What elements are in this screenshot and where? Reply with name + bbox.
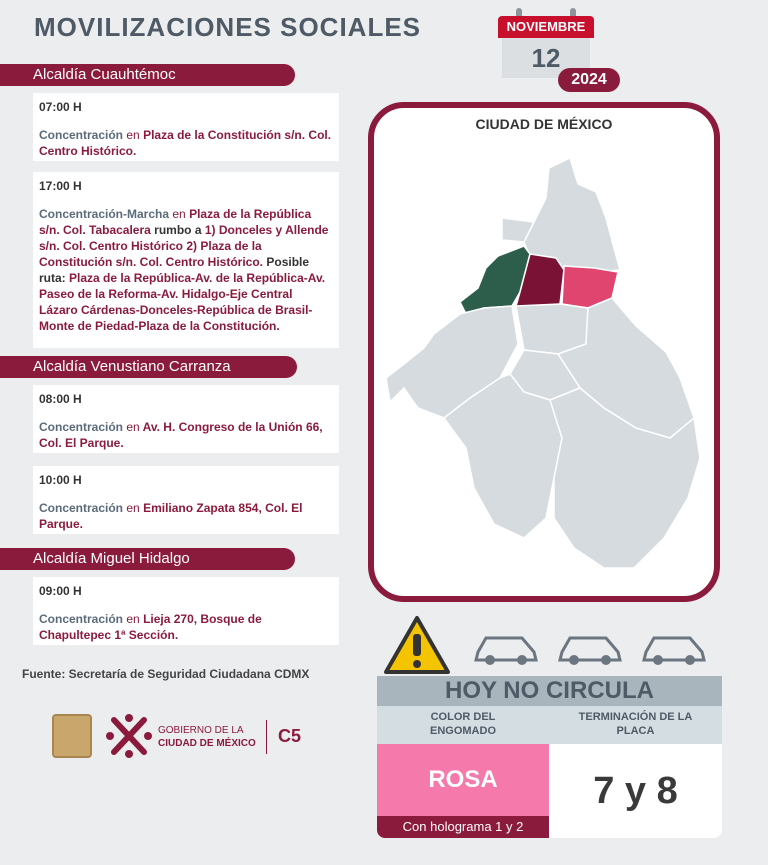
event-body (39, 611, 333, 643)
c5-logo: C5 (278, 726, 302, 746)
cdmx-map (374, 138, 714, 598)
event-body (39, 206, 333, 334)
plate-endings: 7 y 8 (593, 770, 678, 812)
calendar-month: NOVIEMBRE (498, 16, 594, 38)
car-icon (556, 628, 624, 668)
government-wordmark (158, 724, 256, 750)
event-time: 09:00 H (39, 584, 82, 598)
hoy-no-circula-title: HOY NO CIRCULA (377, 676, 722, 706)
source-note: Fuente: Secretaría de Seguridad Ciudadana CDMX (22, 667, 310, 681)
engomado-color: ROSA (377, 744, 549, 816)
government-logos (52, 712, 312, 762)
event-route-label: Posible ruta: (39, 255, 310, 285)
warning-icon (382, 614, 452, 676)
cdmx-logo-icon (106, 712, 152, 760)
event-location: Plaza de la Constitución s/n. Col. Centro Histórico. (39, 128, 332, 158)
car-icon (640, 628, 708, 668)
event-route: Plaza de la República-Av. de la República-Av. Paseo de la Reforma-Av. Hidalgo-Eje Central Lázaro Cárdenas-Donceles-República de Brasil-Monte de Piedad-Plaza de la Constitución. (39, 271, 326, 333)
event-location: Emiliano Zapata 854, Col. El Parque. (39, 501, 303, 531)
event-type: Concentración (39, 612, 124, 626)
hoy-no-circula-card (377, 676, 722, 838)
color-header: COLOR DEL ENGOMADO (377, 706, 549, 744)
calendar-day: 12 (502, 38, 590, 78)
map-title: CIUDAD DE MÉXICO (475, 116, 613, 132)
event-body (39, 419, 333, 451)
section-header-cuauhtemoc: Alcaldía Cuauhtémoc (0, 64, 295, 86)
event-card (33, 466, 339, 534)
event-card (33, 385, 339, 453)
gov-line-1: GOBIERNO DE LA (158, 725, 244, 736)
event-card (33, 93, 339, 161)
map-card (368, 102, 720, 602)
event-destinations: 1) Donceles y Allende s/n. Col. Centro Histórico 2) Plaza de la Constitución s/n. Col. Centro Histórico. (39, 223, 329, 269)
event-location: Av. H. Congreso de la Unión 66, Col. El Parque. (39, 420, 323, 450)
coat-of-arms-icon (52, 714, 92, 758)
section-header-venustiano-carranza: Alcaldía Venustiano Carranza (0, 356, 297, 378)
event-connector: en (126, 128, 140, 142)
calendar-year: 2024 (558, 68, 620, 92)
page-title: MOVILIZACIONES SOCIALES (34, 12, 422, 42)
event-time: 10:00 H (39, 473, 82, 487)
event-type: Concentración (39, 420, 124, 434)
gov-line-2: CIUDAD DE MÉXICO (158, 738, 256, 749)
event-type: Concentración (39, 128, 124, 142)
event-time: 07:00 H (39, 100, 82, 114)
event-connector: en (126, 612, 140, 626)
event-location: Plaza de la República s/n. Col. Tabacalera (39, 207, 312, 237)
event-card (33, 577, 339, 645)
event-time: 17:00 H (39, 179, 82, 193)
event-location: Lieja 270, Bosque de Chapultepec 1ª Sección. (39, 612, 262, 642)
event-body (39, 500, 333, 532)
event-time: 08:00 H (39, 392, 82, 406)
event-connector: en (172, 207, 186, 221)
plate-header: TERMINACIÓN DE LA PLACA (549, 706, 722, 744)
event-card (33, 172, 339, 348)
event-type: Concentración (39, 501, 124, 515)
section-header-miguel-hidalgo: Alcaldía Miguel Hidalgo (0, 548, 295, 570)
car-icon (472, 628, 540, 668)
event-body (39, 127, 333, 159)
event-type: Concentración-Marcha (39, 207, 170, 221)
event-connector: en (126, 501, 140, 515)
logo-divider (266, 720, 267, 754)
event-route-intro: rumbo a (154, 223, 202, 237)
event-connector: en (126, 420, 140, 434)
hologram-note: Con holograma 1 y 2 (377, 816, 549, 838)
